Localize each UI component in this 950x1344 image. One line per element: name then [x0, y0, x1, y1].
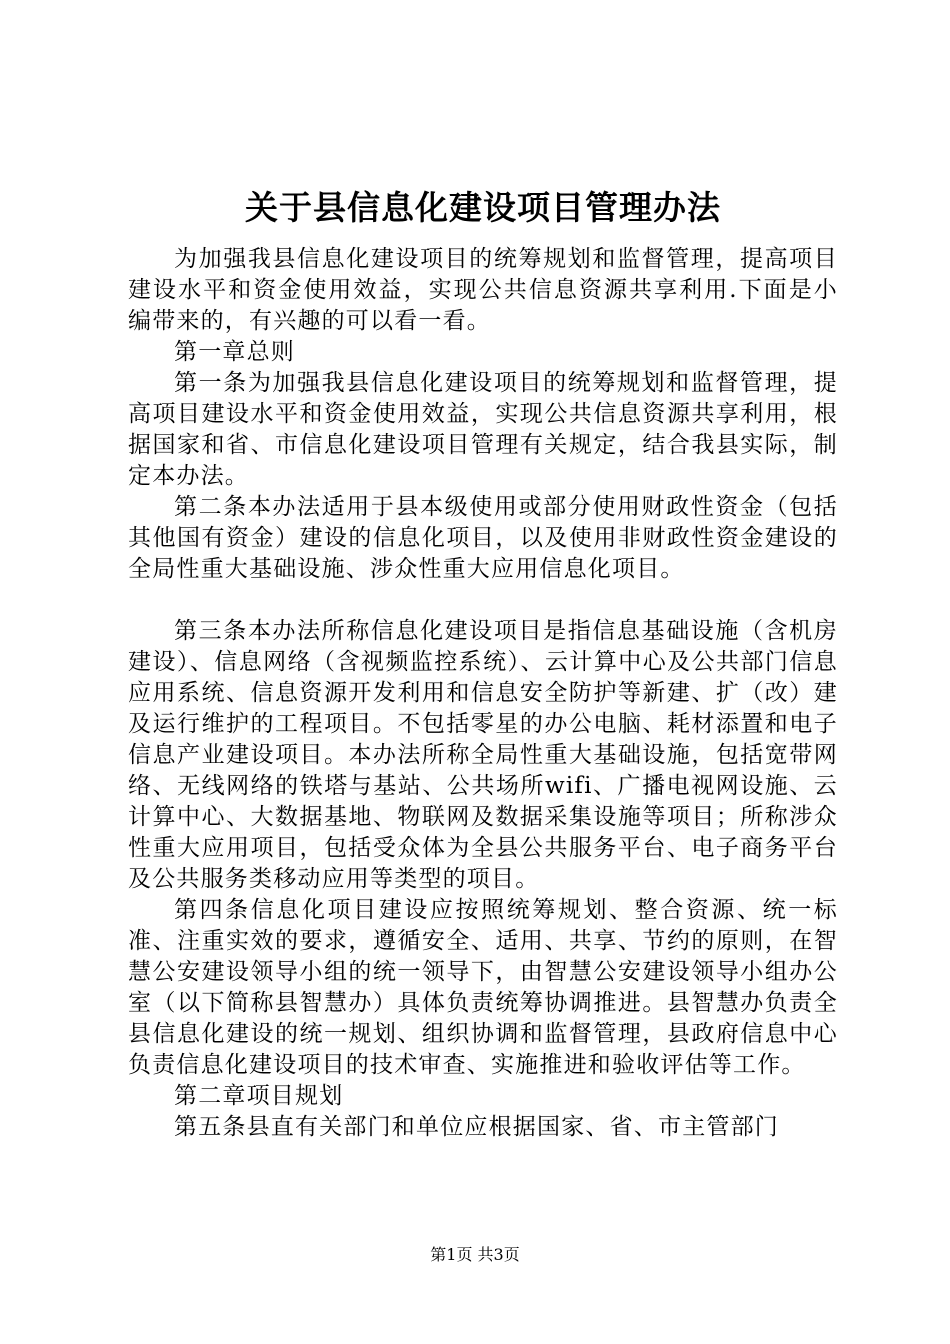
article-2-paragraph: 第二条本办法适用于县本级使用或部分使用财政性资金（包括其他国有资金）建设的信息化项目，以及使用非财政性资金建设的全局性重大基础设施、涉众性重大应用信息化项目。: [128, 494, 838, 582]
article-3-paragraph: 第三条本办法所称信息化建设项目是指信息基础设施（含机房建设）、信息网络（含视频监控系统）、云计算中心及公共部门信息应用系统、信息资源开发利用和信息安全防护等新建、扩（改）建及运行维护的工程项目。不包括零星的办公电脑、耗材添置和电子信息产业建设项目。本办法所称全局性重大基础设施，包括宽带网络、无线网络的铁塔与基站、公共场所wifi、广播电视网设施、云计算中心、大数据基地、物联网及数据采集设施等项目；所称涉众性重大应用项目，包括受众体为全县公共服务平台、电子商务平台及公共服务类移动应用等类型的项目。: [128, 618, 838, 892]
article-5-paragraph: 第五条县直有关部门和单位应根据国家、省、市主管部门: [174, 1114, 779, 1140]
chapter-1-heading: 第一章总则: [174, 339, 295, 365]
chapter-2-heading: 第二章项目规划: [174, 1083, 344, 1109]
page-footer: 第1页 共3页: [430, 1245, 520, 1264]
article-1-paragraph: 第一条为加强我县信息化建设项目的统筹规划和监督管理，提高项目建设水平和资金使用效益，实现公共信息资源共享利用，根据国家和省、市信息化建设项目管理有关规定，结合我县实际，制定本办法。: [128, 370, 838, 489]
document-body: [128, 180, 838, 1143]
paragraph-gap: [128, 585, 838, 616]
document-title: 关于县信息化建设项目管理办法: [245, 188, 721, 227]
intro-paragraph: 为加强我县信息化建设项目的统筹规划和监督管理，提高项目建设水平和资金使用效益，实现公共信息资源共享利用.下面是小编带来的，有兴趣的可以看一看。: [128, 246, 838, 334]
article-4-paragraph: 第四条信息化项目建设应按照统筹规划、整合资源、统一标准、注重实效的要求，遵循安全、适用、共享、节约的原则，在智慧公安建设领导小组的统一领导下，由智慧公安建设领导小组办公室（以下简称县智慧办）具体负责统筹协调推进。县智慧办负责全县信息化建设的统一规划、组织协调和监督管理，县政府信息中心负责信息化建设项目的技术审查、实施推进和验收评估等工作。: [128, 897, 838, 1078]
